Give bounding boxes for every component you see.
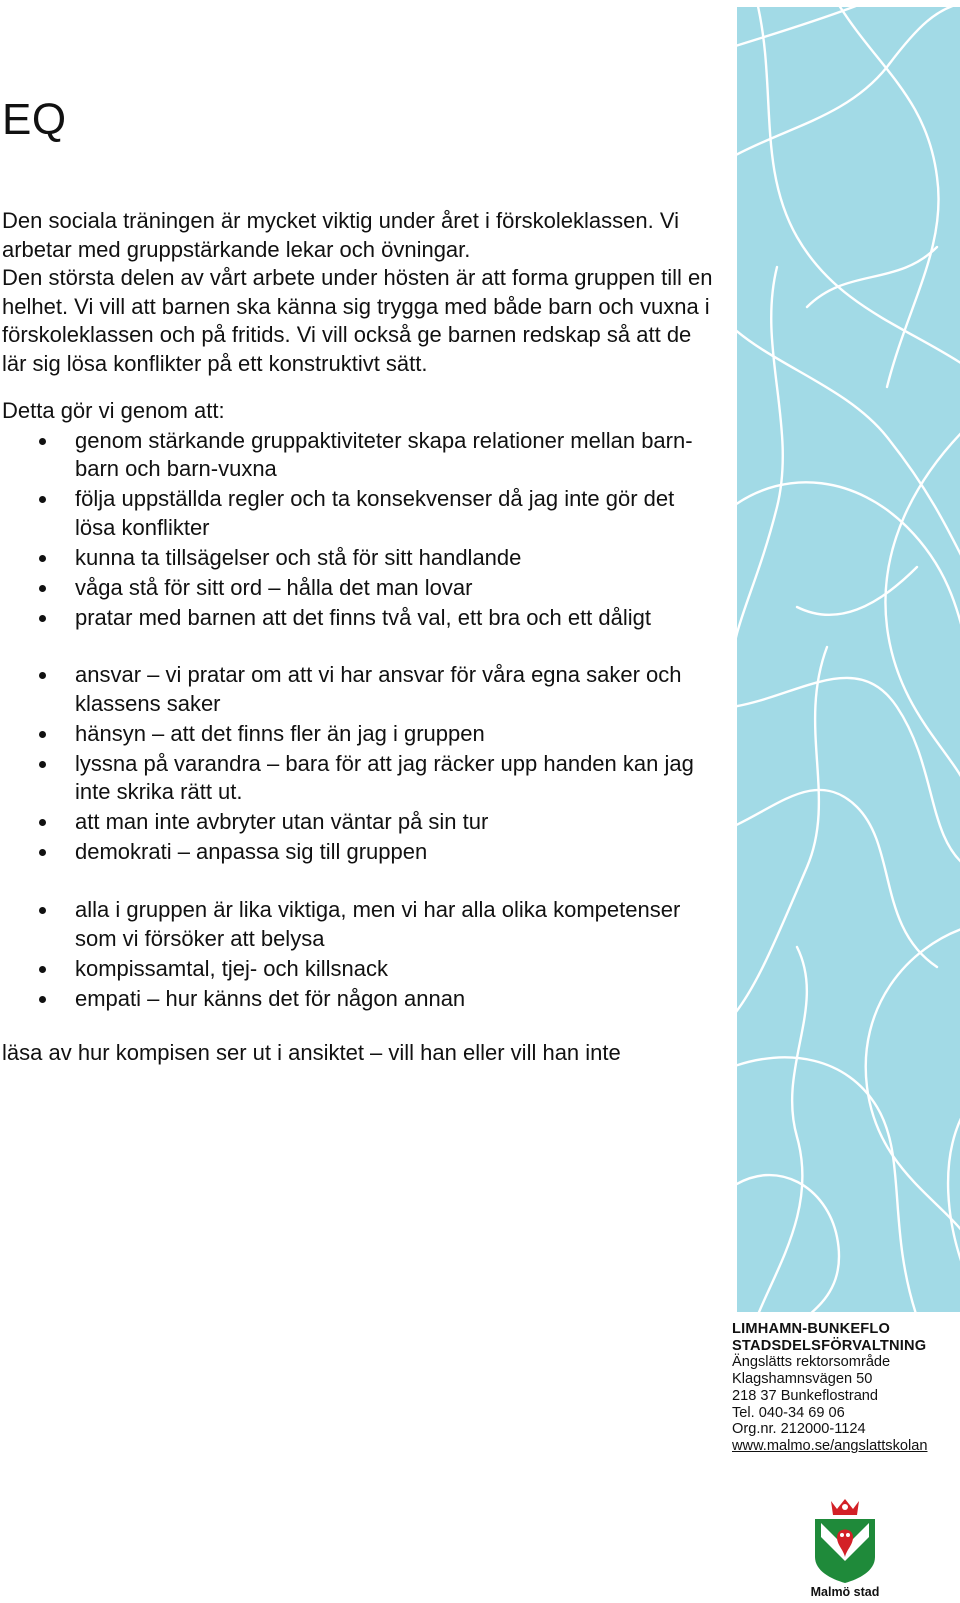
list-item: alla i gruppen är lika viktiga, men vi har alla olika kompetenser som vi försöker att belysa [2,896,717,953]
list-item: genom stärkande gruppaktiviteter skapa relationer mellan barn-barn och barn-vuxna [2,427,717,484]
intro-paragraph-2: Den största delen av vårt arbete under hösten är att forma gruppen till en helhet. Vi vill att barnen ska känna sig trygga med både barn och vuxna i förskoleklassen och på fritids. Vi vill också ge barnen redskap så att de lär sig lösa konflikter på ett konstruktivt sätt. [2,265,713,376]
org-name-line-2: STADSDELSFÖRVALTNING [732,1337,927,1354]
list-item: ansvar – vi pratar om att vi har ansvar för våra egna saker och klassens saker [2,661,717,718]
document-title: EQ [2,95,67,144]
decorative-side-panel [737,7,960,1312]
logo-caption: Malmö stad [810,1585,880,1599]
wavy-lines-pattern [737,7,960,1312]
postal-address: 218 37 Bunkeflostrand [732,1387,879,1404]
list-item: demokrati – anpassa sig till gruppen [2,838,717,867]
list-item: hänsyn – att det finns fler än jag i gruppen [2,720,717,749]
list-item: lyssna på varandra – bara för att jag räcker upp handen kan jag inte skrika rätt ut. [2,750,717,807]
bullet-list-empathy [2,896,717,1013]
list-lead-text: Detta gör vi genom att: [2,397,225,423]
closing-text: läsa av hur kompisen ser ut i ansiktet – vill han eller vill han inte [2,1040,621,1066]
street-address: Klagshamnsvägen 50 [732,1371,873,1388]
list-item: empati – hur känns det för någon annan [2,985,717,1014]
org-name-line-1: LIMHAMN-BUNKEFLO [732,1321,891,1337]
bullet-list-methods [2,427,717,633]
organization-address-block [732,1321,960,1455]
list-item: våga stå för sitt ord – hålla det man lovar [2,574,717,603]
phone-number: Tel. 040-34 69 06 [732,1404,845,1421]
unit-name: Ängslätts rektorsområde [732,1354,891,1371]
list-item: att man inte avbryter utan väntar på sin tur [2,808,717,837]
list-item: följa uppställda regler och ta konsekvenser då jag inte gör det lösa konflikter [2,485,717,542]
website-link[interactable]: www.malmo.se/angslattskolan [732,1437,928,1454]
organization-number: Org.nr. 212000-1124 [732,1421,866,1438]
list-item: kunna ta tillsägelser och stå för sitt handlande [2,544,717,573]
list-item: kompissamtal, tjej- och killsnack [2,955,717,984]
list-item: pratar med barnen att det finns två val, ett bra och ett dåligt [2,604,717,633]
document-body [2,207,717,1068]
intro-paragraph-1: Den sociala träningen är mycket viktig under året i förskoleklassen. Vi arbetar med gruppstärkande lekar och övningar. [2,208,680,262]
bullet-list-values [2,661,717,867]
